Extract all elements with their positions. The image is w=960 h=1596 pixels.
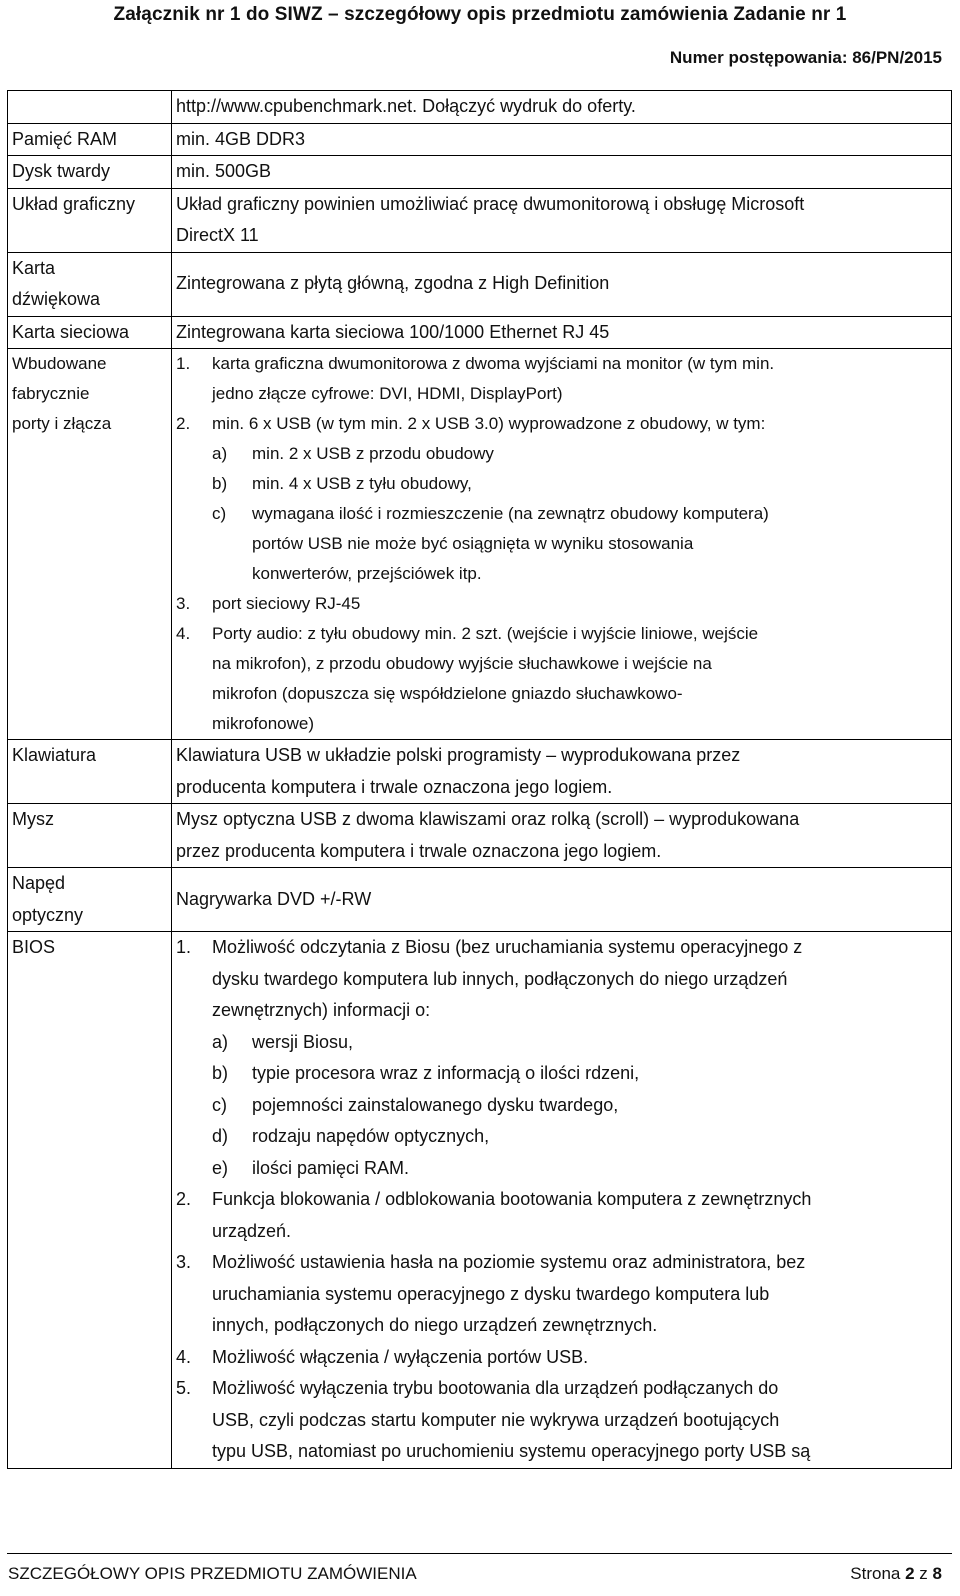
row-value	[172, 349, 952, 740]
table-row	[8, 868, 952, 932]
cpu-continuation-text: http://www.cpubenchmark.net. Dołączyć wydruk do oferty.	[176, 96, 636, 116]
text-line: na mikrofon), z przodu obudowy wyjście słuchawkowe i wejście na	[212, 654, 712, 673]
row-label	[8, 868, 172, 932]
text-line: mikrofon (dopuszcza się współdzielone gniazdo słuchawkowo-	[212, 684, 683, 703]
text-line: urządzeń.	[212, 1220, 292, 1241]
sub-list-letter: a)	[212, 444, 228, 463]
label-line: Wbudowane	[12, 354, 107, 373]
sub-list-item	[212, 1090, 947, 1122]
list-item	[176, 619, 947, 739]
row-value: Nagrywarka DVD +/-RW	[172, 868, 952, 932]
list-number: 3.	[176, 1252, 192, 1272]
label-line: optyczny	[12, 904, 84, 925]
sub-list-item	[212, 1153, 947, 1185]
text-line: Porty audio: z tyłu obudowy min. 2 szt. (wejście i wyjście liniowe, wejście	[212, 624, 759, 643]
row-label: BIOS	[8, 932, 172, 1469]
table-row	[8, 349, 952, 740]
text-line: Klawiatura USB w układzie polski programisty – wyprodukowana przez	[176, 745, 741, 765]
page-label: Strona	[850, 1564, 901, 1583]
page-indicator	[850, 1564, 942, 1584]
text-line: mikrofonowe)	[212, 714, 315, 733]
sub-list-letter: b)	[212, 1063, 229, 1083]
text-line: uruchamiania systemu operacyjnego z dysku twardego komputera lub	[212, 1283, 770, 1304]
sub-list-letter: b)	[212, 474, 228, 493]
label-line: porty i złącza	[12, 414, 112, 433]
text-line: wersji Biosu,	[252, 1031, 354, 1052]
text-line: Układ graficzny powinien umożliwiać pracę dwumonitorową i obsługę Microsoft	[176, 193, 805, 214]
text-line: jedno złącze cyfrowe: DVI, HDMI, DisplayPort)	[212, 384, 563, 403]
page-of-label: z	[919, 1564, 928, 1583]
text-line: min. 4 x USB z tyłu obudowy,	[252, 474, 472, 493]
row-label: Mysz	[8, 804, 172, 868]
text-line: DirectX 11	[176, 225, 259, 245]
label-line: Karta	[12, 257, 56, 278]
sub-list-item	[212, 1027, 947, 1059]
text-line: min. 6 x USB (w tym min. 2 x USB 3.0) wyprowadzone z obudowy, w tym:	[212, 414, 766, 433]
table-row	[8, 804, 952, 868]
text-line: Możliwość ustawienia hasła na poziomie systemu oraz administratora, bez	[212, 1252, 806, 1272]
list-item	[176, 1342, 947, 1374]
list-number: 3.	[176, 594, 191, 613]
sub-list-item	[212, 439, 947, 469]
text-line: konwerterów, przejściówek itp.	[252, 564, 482, 583]
sub-list-letter: a)	[212, 1031, 229, 1052]
row-value: min. 500GB	[172, 156, 952, 189]
table-row	[8, 156, 952, 189]
list-number: 5.	[176, 1378, 192, 1398]
footer-title: SZCZEGÓŁOWY OPIS PRZEDMIOTU ZAMÓWIENIA	[8, 1564, 417, 1583]
list-item	[176, 1184, 947, 1247]
sub-list-letter: c)	[212, 1094, 227, 1115]
sub-list-item	[212, 1121, 947, 1153]
text-line: Mysz optyczna USB z dwoma klawiszami oraz rolką (scroll) – wyprodukowana	[176, 809, 800, 829]
row-value	[172, 804, 952, 868]
text-line: dysku twardego komputera lub innych, podłączonych do niego urządzeń	[212, 968, 788, 989]
text-line: typie procesora wraz z informacją o ilości rdzeni,	[252, 1063, 640, 1083]
row-value	[172, 188, 952, 252]
sub-list	[212, 1027, 947, 1185]
list-number: 4.	[176, 1346, 192, 1367]
row-label	[8, 252, 172, 316]
row-value	[172, 91, 952, 124]
sub-list-item	[212, 469, 947, 499]
row-value	[172, 932, 952, 1469]
text-line: zewnętrznych) informacji o:	[212, 1000, 431, 1020]
row-value: Zintegrowana karta sieciowa 100/1000 Ethernet RJ 45	[172, 316, 952, 349]
total-pages: 8	[932, 1564, 942, 1583]
text-line: port sieciowy RJ-45	[212, 594, 361, 613]
list-number: 4.	[176, 624, 191, 643]
list-item	[176, 1247, 947, 1342]
label-line: Napęd	[12, 873, 66, 893]
sub-list-item	[212, 499, 947, 589]
label-line: dźwiękowa	[12, 289, 101, 309]
text-line: karta graficzna dwumonitorowa z dwoma wyjściami na monitor (w tym min.	[212, 354, 775, 373]
table-row	[8, 252, 952, 316]
list-number: 2.	[176, 1189, 192, 1209]
list-number: 2.	[176, 414, 191, 433]
sub-list-letter: e)	[212, 1157, 229, 1178]
footer-divider	[7, 1553, 952, 1554]
list-item	[176, 589, 947, 619]
table-row	[8, 91, 952, 124]
list-number: 1.	[176, 354, 191, 373]
table-row	[8, 123, 952, 156]
table-row	[8, 316, 952, 349]
row-label: Klawiatura	[8, 740, 172, 804]
row-label: Układ graficzny	[8, 188, 172, 252]
text-line: Możliwość wyłączenia trybu bootowania dla urządzeń podłączanych do	[212, 1378, 779, 1398]
list-item	[176, 932, 947, 1184]
bios-list	[176, 932, 947, 1468]
text-line: Możliwość włączenia / wyłączenia portów USB.	[212, 1346, 589, 1367]
list-item	[176, 409, 947, 589]
list-number: 1.	[176, 937, 192, 957]
sub-list-item	[212, 1058, 947, 1090]
document-title: Załącznik nr 1 do SIWZ – szczegółowy opis przedmiotu zamówienia Zadanie nr 1	[113, 4, 847, 25]
text-line: Funkcja blokowania / odblokowania bootowania komputera z zewnętrznych	[212, 1189, 812, 1209]
label-line: fabrycznie	[12, 384, 90, 403]
text-line: producenta komputera i trwale oznaczona jego logiem.	[176, 776, 613, 797]
table-row	[8, 740, 952, 804]
text-line: min. 2 x USB z przodu obudowy	[252, 444, 494, 463]
row-label: Dysk twardy	[8, 156, 172, 189]
row-value: Zintegrowana z płytą główną, zgodna z High Definition	[172, 252, 952, 316]
text-line: pojemności zainstalowanego dysku twardego,	[252, 1094, 619, 1115]
procedure-number: Numer postępowania: 86/PN/2015	[669, 48, 942, 67]
list-item	[176, 349, 947, 409]
sub-list-letter: d)	[212, 1126, 229, 1146]
text-line: rodzaju napędów optycznych,	[252, 1126, 490, 1146]
text-line: USB, czyli podczas startu komputer nie wykrywa urządzeń bootujących	[212, 1409, 780, 1430]
row-label	[8, 349, 172, 740]
table-row	[8, 188, 952, 252]
specification-table	[7, 90, 952, 1469]
text-line: Możliwość odczytania z Biosu (bez uruchamiania systemu operacyjnego z	[212, 937, 803, 957]
row-label: Karta sieciowa	[8, 316, 172, 349]
text-line: przez producenta komputera i trwale oznaczona jego logiem.	[176, 840, 662, 861]
ports-list	[176, 349, 947, 739]
sub-list-letter: c)	[212, 504, 227, 523]
row-label-empty	[8, 91, 172, 124]
table-row	[8, 932, 952, 1469]
row-value	[172, 740, 952, 804]
list-item	[176, 1373, 947, 1468]
text-line: innych, podłączonych do niego urządzeń zewnętrznych.	[212, 1315, 658, 1335]
row-value: min. 4GB DDR3	[172, 123, 952, 156]
text-line: typu USB, natomiast po uruchomieniu systemu operacyjnego porty USB są	[212, 1441, 811, 1461]
row-label: Pamięć RAM	[8, 123, 172, 156]
current-page: 2	[905, 1564, 915, 1583]
text-line: portów USB nie może być osiągnięta w wyniku stosowania	[252, 534, 694, 553]
sub-list	[212, 439, 947, 589]
text-line: ilości pamięci RAM.	[252, 1157, 410, 1178]
text-line: wymagana ilość i rozmieszczenie (na zewnątrz obudowy komputera)	[252, 504, 769, 523]
